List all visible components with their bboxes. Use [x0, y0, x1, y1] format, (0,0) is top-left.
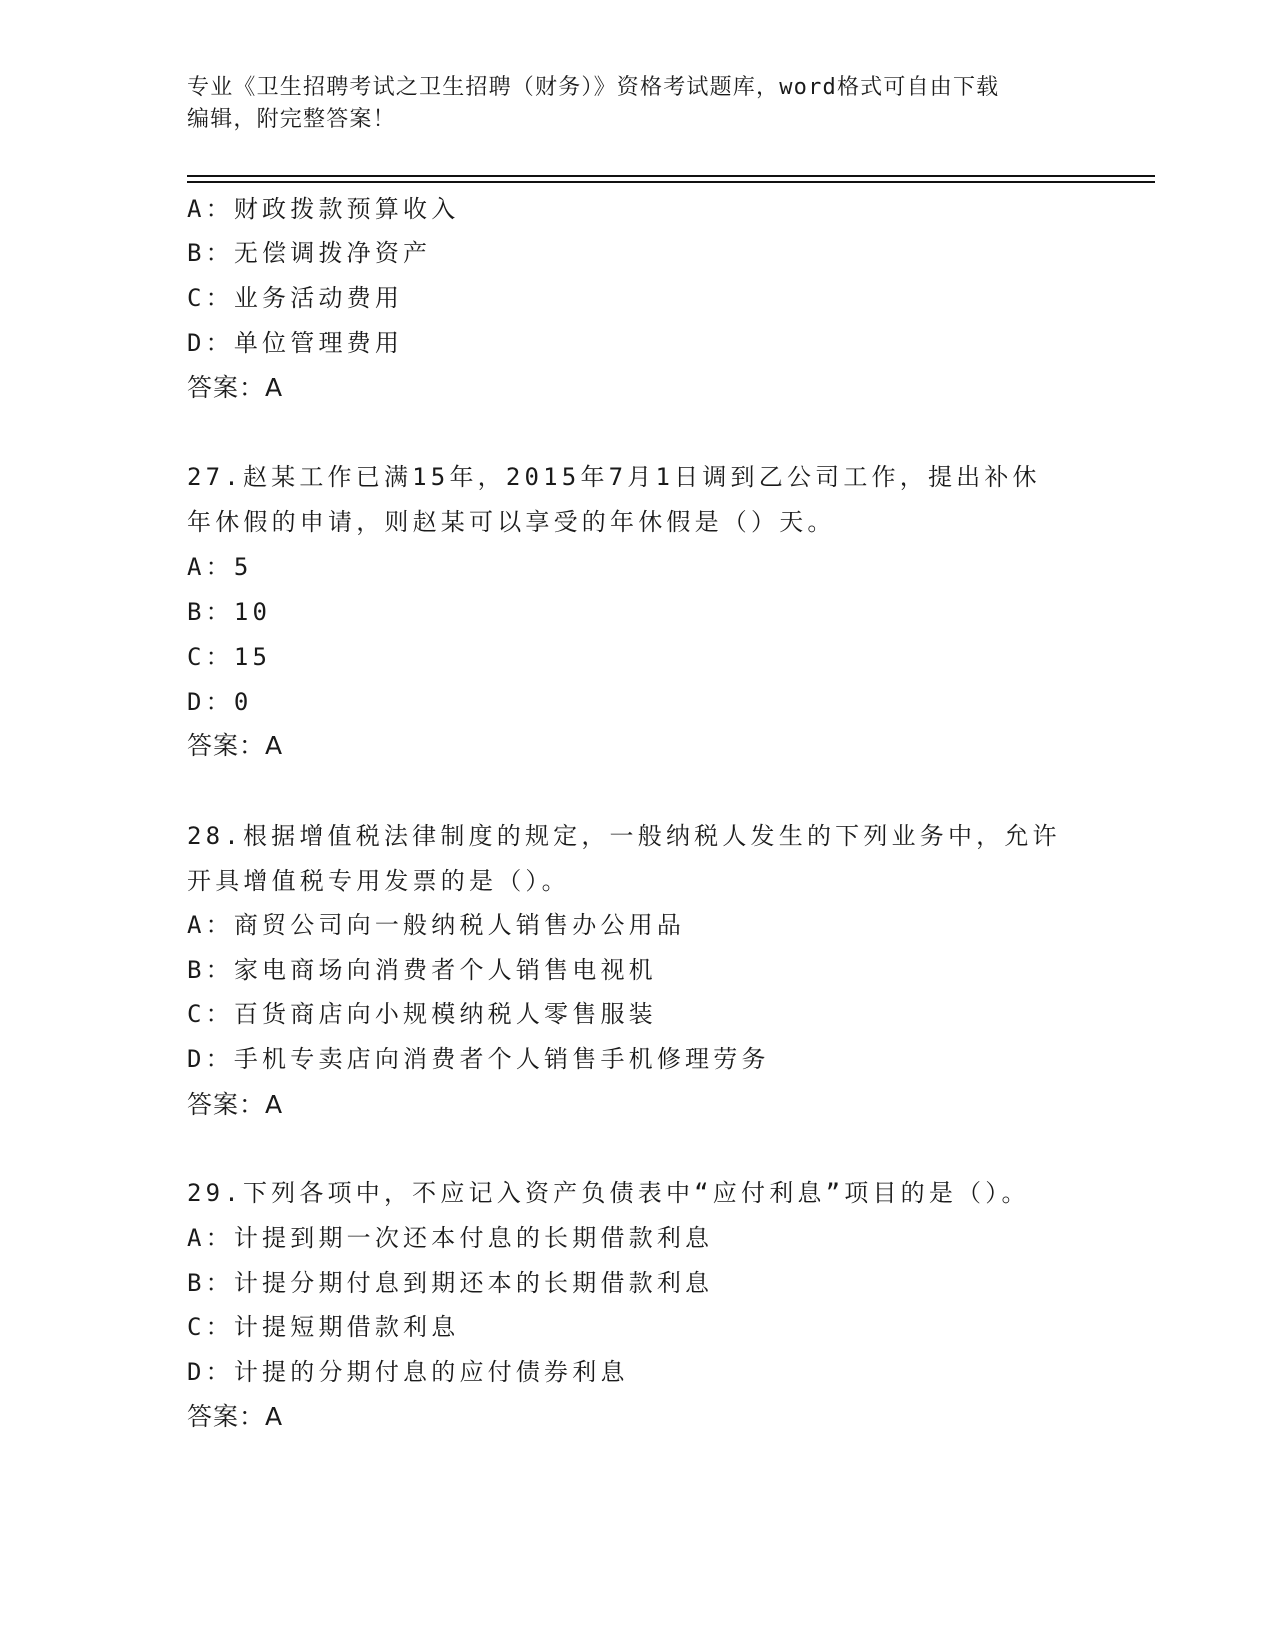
q29-option-b: B：计提分期付息到期还本的长期借款利息 [187, 1269, 714, 1297]
q29-option-d: D：计提的分期付息的应付债券利息 [187, 1358, 629, 1386]
q28-option-c: C：百货商店向小规模纳税人零售服装 [187, 1000, 657, 1028]
header-line-1: 专业《卫生招聘考试之卫生招聘（财务）》资格考试题库，word格式可自由下载 [187, 75, 1000, 100]
header-divider-bottom [187, 181, 1155, 183]
q28-option-b: B：家电商场向消费者个人销售电视机 [187, 956, 657, 984]
q29-option-a: A：计提到期一次还本付息的长期借款利息 [187, 1224, 714, 1252]
document-header [187, 72, 1087, 136]
q28-stem-line-1: 28.根据增值税法律制度的规定，一般纳税人发生的下列业务中，允许 [187, 822, 1061, 850]
q26-option-b: B：无偿调拨净资产 [187, 239, 432, 267]
q28-option-d: D：手机专卖店向消费者个人销售手机修理劳务 [187, 1045, 770, 1073]
q27-option-a: A：5 [187, 553, 253, 581]
q27-option-d: D：0 [187, 688, 253, 716]
q28-stem-line-2: 开具增值税专用发票的是（）。 [187, 867, 570, 895]
q28-option-a: A：商贸公司向一般纳税人销售办公用品 [187, 911, 686, 939]
q28-answer: 答案：A [187, 1090, 284, 1119]
q27-stem-line-2: 年休假的申请，则赵某可以享受的年休假是（）天。 [187, 508, 836, 536]
q27-option-b: B：10 [187, 598, 272, 626]
q27-answer: 答案：A [187, 731, 284, 760]
q26-option-a: A：财政拨款预算收入 [187, 195, 460, 223]
q29-stem-line-1: 29.下列各项中，不应记入资产负债表中“应付利息”项目的是（）。 [187, 1179, 1030, 1207]
q29-option-c: C：计提短期借款利息 [187, 1313, 460, 1341]
q27-option-c: C：15 [187, 643, 272, 671]
q26-option-c: C：业务活动费用 [187, 284, 404, 312]
q26-option-d: D：单位管理费用 [187, 329, 404, 357]
q27-stem-line-1: 27.赵某工作已满15年，2015年7月1日调到乙公司工作，提出补休 [187, 463, 1041, 491]
q29-answer: 答案：A [187, 1402, 284, 1431]
header-line-2: 编辑，附完整答案！ [187, 107, 396, 132]
q26-answer: 答案：A [187, 373, 284, 402]
header-divider-top [187, 175, 1155, 177]
